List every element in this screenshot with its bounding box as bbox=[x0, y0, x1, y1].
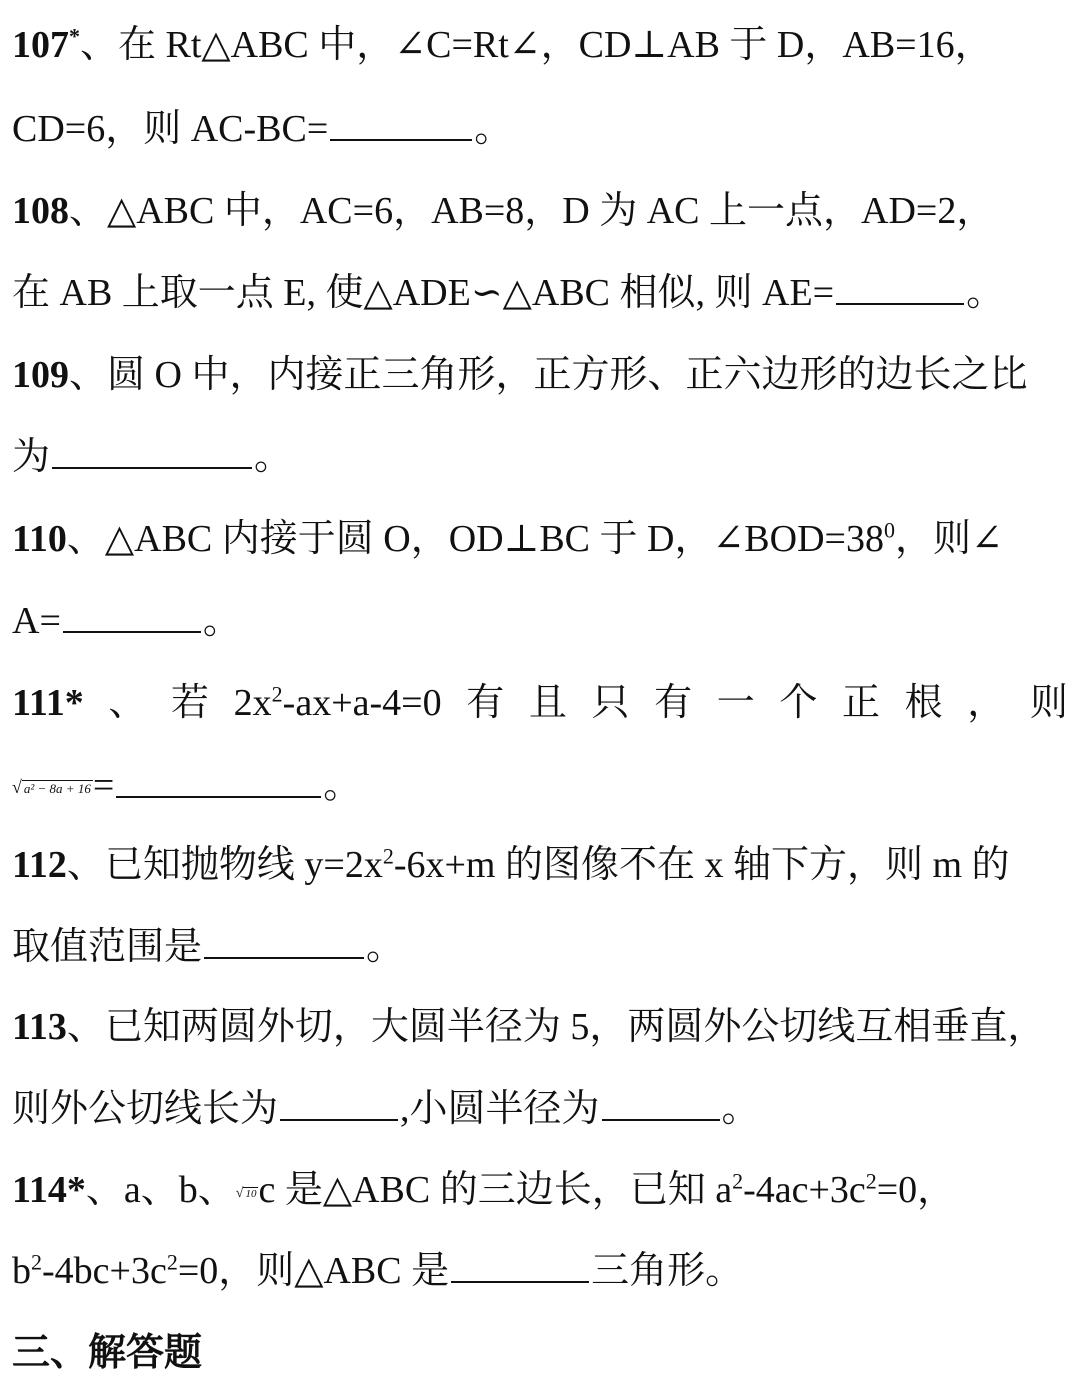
q111-sqrt bbox=[12, 758, 93, 812]
q114-text-2d: 三角形。 bbox=[591, 1250, 744, 1292]
q114-answer-blank[interactable] bbox=[451, 1251, 589, 1283]
q113-line2 bbox=[12, 1086, 1068, 1132]
q114-sup1: 2 bbox=[732, 1168, 744, 1194]
q114-line2 bbox=[12, 1248, 1068, 1294]
q114-text-2c: =0，则△ABC 是 bbox=[177, 1250, 450, 1292]
q108-text-1: 、△ABC 中，AC=6，AB=8，D 为 AC 上一点，AD=2， bbox=[69, 190, 995, 232]
q107-text-2: CD=6，则 AC-BC= bbox=[12, 108, 329, 150]
q111-answer-blank[interactable] bbox=[116, 766, 321, 798]
q114-line1 bbox=[12, 1166, 1068, 1221]
q108-answer-blank[interactable] bbox=[836, 273, 964, 305]
q109-text-2: 为 bbox=[12, 436, 51, 478]
q111-token-6: 只 bbox=[591, 682, 630, 724]
q107-text-1: 、在 Rt△ABC 中，∠C=Rt∠，CD⊥AB 于 D，AB=16， bbox=[80, 24, 993, 66]
q108-number: 108 bbox=[12, 190, 69, 232]
q109-text-1: 、圆 O 中，内接正三角形，正方形、正六边形的边长之比 bbox=[69, 354, 1028, 396]
q111-line1 bbox=[12, 680, 1068, 726]
q107-answer-blank[interactable] bbox=[330, 109, 472, 141]
q114-text-1a: 、a、b、 bbox=[85, 1169, 236, 1212]
q111-token-11: 根 bbox=[904, 682, 943, 724]
q111-equation bbox=[234, 680, 442, 726]
q111-token-10: 正 bbox=[841, 682, 880, 724]
q108-line1 bbox=[12, 188, 1068, 234]
section-heading: 三、解答题 bbox=[12, 1332, 203, 1374]
q111-token-7: 有 bbox=[654, 682, 693, 724]
q107-end: 。 bbox=[474, 108, 513, 150]
q113-line1 bbox=[12, 1004, 1068, 1050]
q111-eq-part2: -ax+a-4=0 bbox=[282, 682, 442, 724]
q114-sup4: 2 bbox=[166, 1249, 178, 1275]
q110-line1 bbox=[12, 516, 1068, 562]
q110-text-1b: ，则∠ bbox=[894, 518, 1003, 560]
q111-token-5: 且 bbox=[528, 682, 567, 724]
q112-line1 bbox=[12, 842, 1068, 888]
q111-token-1: 若 bbox=[171, 682, 210, 724]
q111-token-13: 则 bbox=[1029, 682, 1068, 724]
q108-line2 bbox=[12, 270, 1068, 316]
q113-end: 。 bbox=[721, 1088, 760, 1130]
q114-text-1b: c 是△ABC 的三边长，已知 a bbox=[258, 1169, 733, 1212]
q109-answer-blank[interactable] bbox=[52, 437, 252, 469]
q114-text-1d: =0， bbox=[876, 1169, 956, 1212]
q112-text-1a: 、已知抛物线 y=2x bbox=[66, 844, 383, 886]
q113-text-1: 、已知两圆外切，大圆半径为 5，两圆外公切线互相垂直， bbox=[66, 1006, 1046, 1048]
q114-sup2: 2 bbox=[865, 1168, 877, 1194]
q107-star: * bbox=[69, 23, 80, 49]
q113-radius-blank[interactable] bbox=[602, 1089, 720, 1121]
q109-line1 bbox=[12, 352, 1068, 398]
q111-token-9: 个 bbox=[779, 682, 818, 724]
q108-text-2: 在 AB 上取一点 E, 使△ADE∽△ABC 相似, 则 AE= bbox=[12, 272, 835, 314]
q110-end: 。 bbox=[202, 600, 241, 642]
q111-number: 111* bbox=[12, 682, 84, 724]
q111-eq-sup: 2 bbox=[271, 681, 283, 707]
q108-end: 。 bbox=[966, 272, 1005, 314]
q111-token-4: 有 bbox=[466, 682, 505, 724]
q110-number: 110 bbox=[12, 518, 67, 560]
q113-tangent-blank[interactable] bbox=[280, 1089, 398, 1121]
q107-line1 bbox=[12, 22, 1068, 68]
q111-token-8: 一 bbox=[716, 682, 755, 724]
q112-number: 112 bbox=[12, 844, 67, 886]
q111-equals: = bbox=[92, 764, 115, 807]
q112-line2 bbox=[12, 924, 1068, 970]
q109-number: 109 bbox=[12, 354, 69, 396]
q112-text-2: 取值范围是 bbox=[12, 926, 203, 968]
radical-sign-icon: √ bbox=[12, 777, 22, 797]
q112-end: 。 bbox=[366, 926, 405, 968]
q110-degree: 0 bbox=[883, 517, 895, 543]
q114-sup3: 2 bbox=[31, 1249, 42, 1275]
q109-line2 bbox=[12, 434, 1068, 480]
q112-text-1b: -6x+m 的图像不在 x 轴下方，则 m 的 bbox=[393, 844, 1010, 886]
q112-answer-blank[interactable] bbox=[204, 927, 364, 959]
q114-number: 114* bbox=[12, 1169, 86, 1212]
q107-line2 bbox=[12, 106, 1068, 152]
q113-number: 113 bbox=[12, 1006, 67, 1048]
q114-text-2b: -4bc+3c bbox=[42, 1250, 167, 1292]
q114-sqrt-expr: 10 bbox=[245, 1188, 257, 1200]
q111-sqrt-expr: a² − 8a + 16 bbox=[23, 781, 91, 796]
radical-sign-icon: √ bbox=[235, 1186, 244, 1201]
q113-text-2a: 则外公切线长为 bbox=[12, 1088, 279, 1130]
q110-text-2: A= bbox=[12, 600, 61, 642]
q111-token-0: 、 bbox=[108, 682, 147, 724]
q110-text-1a: 、△ABC 内接于圆 O，OD⊥BC 于 D，∠BOD=38 bbox=[66, 518, 884, 560]
q112-sup: 2 bbox=[382, 843, 394, 869]
q110-line2 bbox=[12, 598, 1068, 644]
q109-end: 。 bbox=[254, 436, 293, 478]
q111-end: 。 bbox=[323, 764, 362, 807]
q107-number: 107 bbox=[12, 24, 69, 66]
q111-eq-part1: 2x bbox=[233, 682, 272, 724]
q110-answer-blank[interactable] bbox=[63, 601, 201, 633]
q113-text-2b: ,小圆半径为 bbox=[400, 1088, 600, 1130]
q114-text-2a: b bbox=[12, 1250, 31, 1292]
q114-sqrt bbox=[236, 1162, 259, 1217]
q111-token-12: ， bbox=[967, 682, 1006, 724]
q111-line2 bbox=[12, 762, 1068, 816]
q114-text-1c: -4ac+3c bbox=[743, 1169, 866, 1212]
